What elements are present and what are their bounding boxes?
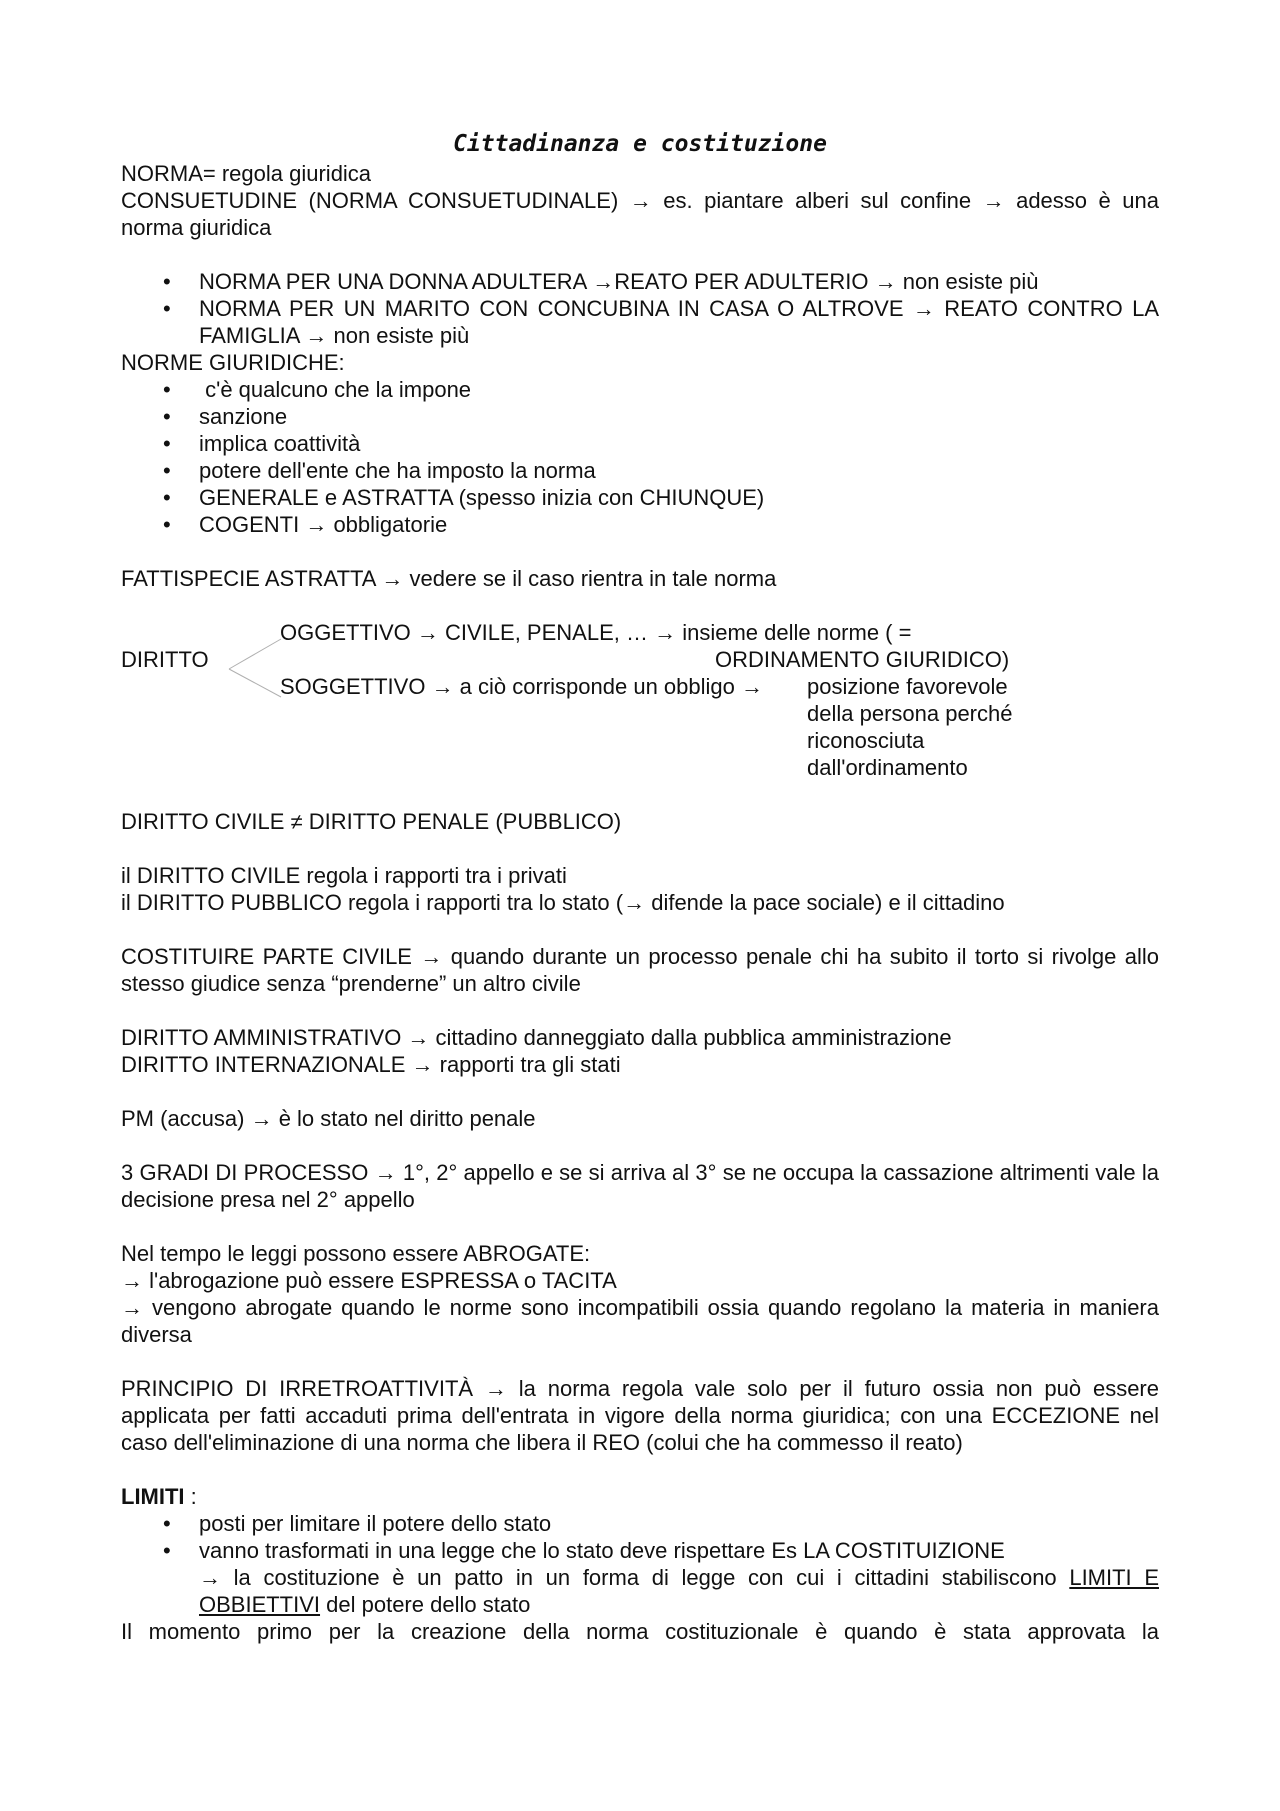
abrogate-line-2: → l'abrogazione può essere ESPRESSA o TACITA [121, 1268, 617, 1293]
diagram-soggettivo-note: dall'ordinamento [807, 755, 968, 780]
list-item-text: vanno trasformati in una legge che lo stato deve rispettare Es LA COSTITUIZIONE [199, 1538, 1005, 1563]
list-item: • c'è qualcuno che la impone [121, 376, 1159, 403]
pm-line: PM (accusa) → è lo stato nel diritto penale [121, 1106, 536, 1131]
gradi-processo-paragraph: 3 GRADI DI PROCESSO → 1°, 2° appello e se si arriva al 3° se ne occupa la cassazione altrimenti vale la decisione presa nel 2° appello [121, 1160, 1159, 1212]
norme-giuridiche-list [121, 376, 1159, 538]
list-item-subtext [199, 1564, 1159, 1618]
limiti-list [121, 1510, 1159, 1618]
list-item: • potere dell'ente che ha imposto la norma [121, 457, 1159, 484]
parte-civile-paragraph: COSTITUIRE PARTE CIVILE → quando durante un processo penale chi ha subito il torto si rivolge allo stesso giudice senza “prenderne” un altro civile [121, 944, 1159, 996]
list-item: • NORMA PER UNA DONNA ADULTERA →REATO PER ADULTERIO → non esiste più [121, 268, 1159, 295]
civile-vs-penale: DIRITTO CIVILE ≠ DIRITTO PENALE (PUBBLICO) [121, 809, 622, 834]
list-item: • COGENTI → obbligatorie [121, 511, 1159, 538]
abrogate-line-1: Nel tempo le leggi possono essere ABROGATE: [121, 1241, 591, 1266]
diritto-diagram [121, 619, 1159, 781]
list-item: • implica coattività [121, 430, 1159, 457]
list-item: • NORMA PER UN MARITO CON CONCUBINA IN CASA O ALTROVE → REATO CONTRO LA FAMIGLIA → non esiste più [121, 295, 1159, 349]
consuetudine-paragraph: CONSUETUDINE (NORMA CONSUETUDINALE) → es. piantare alberi sul confine → adesso è una norma giuridica [121, 188, 1159, 240]
subtext-part: del potere dello stato [320, 1592, 531, 1617]
subtext-part: → la costituzione è un patto in un forma di legge con cui i cittadini stabiliscono [199, 1565, 1070, 1590]
limiti-heading: LIMITI [121, 1484, 185, 1509]
irretroattivita-paragraph: PRINCIPIO DI IRRETROATTIVITÀ → la norma regola vale solo per il futuro ossia non può essere applicata per fatti accaduti prima dell'entrata in vigore della norma giuridica; con una ECCEZIONE nel caso dell'eliminazione di una norma che libera il REO (colui che ha commesso il reato) [121, 1376, 1159, 1455]
diagram-oggettivo-label: OGGETTIVO → CIVILE, PENALE, … → insieme delle norme ( = [280, 620, 912, 645]
list-item: • GENERALE e ASTRATTA (spesso inizia con CHIUNQUE) [121, 484, 1159, 511]
list-item: • posti per limitare il potere dello stato [121, 1510, 1159, 1537]
diritto-amministrativo-line: DIRITTO AMMINISTRATIVO → cittadino danneggiato dalla pubblica amministrazione [121, 1025, 952, 1050]
abrogate-line-3: → vengono abrogate quando le norme sono incompatibili ossia quando regolano la materia in maniera diversa [121, 1295, 1159, 1347]
limiti-colon: : [184, 1484, 197, 1509]
reati-list [121, 268, 1159, 349]
diritto-civile-line: il DIRITTO CIVILE regola i rapporti tra i privati [121, 863, 567, 888]
fattispecie-paragraph: FATTISPECIE ASTRATTA → vedere se il caso rientra in tale norma [121, 566, 777, 591]
last-line: Il momento primo per la creazione della norma costituzionale è quando è stata approvata la [121, 1619, 1159, 1644]
diagram-soggettivo-note: posizione favorevole [807, 674, 1008, 699]
limiti-heading-line [121, 1483, 1159, 1510]
underlined-text: LIMITI E OBBIETTIVI [199, 1565, 1159, 1617]
diritto-pubblico-line: il DIRITTO PUBBLICO regola i rapporti tra lo stato (→ difende la pace sociale) e il cittadino [121, 890, 1005, 915]
document-title: Cittadinanza e costituzione [453, 131, 827, 157]
diagram-soggettivo-label: SOGGETTIVO → a ciò corrisponde un obbligo → [280, 674, 763, 699]
document-body [121, 128, 1159, 1645]
diagram-root-label: DIRITTO [121, 647, 209, 672]
diritto-internazionale-line: DIRITTO INTERNAZIONALE → rapporti tra gli stati [121, 1052, 621, 1077]
list-item: • sanzione [121, 403, 1159, 430]
norme-giuridiche-heading: NORME GIURIDICHE: [121, 350, 345, 375]
diagram-soggettivo-note: della persona perché [807, 701, 1013, 726]
list-item [121, 1537, 1159, 1618]
norma-definition: NORMA= regola giuridica [121, 161, 372, 186]
diagram-oggettivo-continuation: ORDINAMENTO GIURIDICO) [715, 647, 1010, 672]
diagram-soggettivo-note: riconosciuta [807, 728, 925, 753]
